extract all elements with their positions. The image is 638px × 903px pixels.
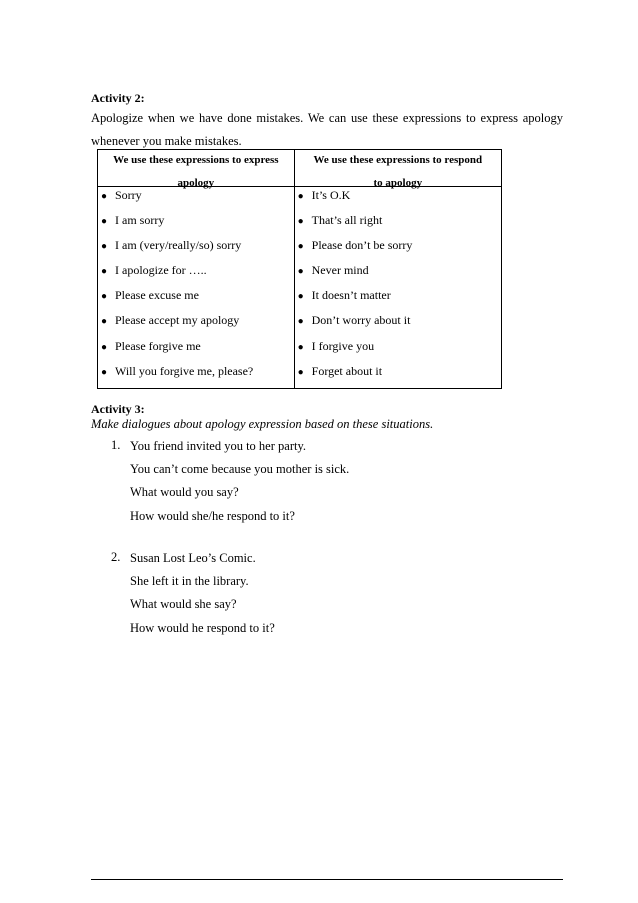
list-item bbox=[98, 187, 294, 212]
header-express-line-1: We use these expressions to express bbox=[113, 154, 279, 166]
list-item bbox=[98, 212, 294, 237]
bullet-icon: ● bbox=[101, 316, 108, 328]
list-item-text: I forgive you bbox=[311, 338, 375, 353]
situation-line: How would he respond to it? bbox=[130, 620, 275, 635]
list-item bbox=[295, 212, 501, 237]
list-item-text: Never mind bbox=[311, 263, 369, 278]
table-header-row bbox=[98, 150, 502, 187]
list-item bbox=[98, 363, 294, 388]
list-item bbox=[98, 262, 294, 287]
table-body-row bbox=[98, 187, 502, 389]
activity-3-instructions: Make dialogues about apology expression based on these situations. bbox=[91, 417, 434, 431]
list-item-text: It doesn’t matter bbox=[311, 288, 391, 303]
respond-apology-cell bbox=[294, 187, 501, 389]
situation-line: You friend invited you to her party. bbox=[130, 439, 307, 453]
list-item-text: Please excuse me bbox=[115, 288, 199, 303]
list-item bbox=[295, 187, 501, 212]
list-item-text: Forget about it bbox=[311, 363, 383, 378]
situation-line: How would she/he respond to it? bbox=[130, 508, 295, 523]
header-respond-apology bbox=[294, 150, 501, 187]
list-item-text: I apologize for ….. bbox=[115, 263, 207, 278]
bullet-icon: ● bbox=[297, 366, 304, 378]
header-respond-line-2: to apology bbox=[373, 177, 423, 189]
header-express-apology bbox=[98, 150, 295, 187]
situation-line: Susan Lost Leo’s Comic. bbox=[130, 551, 256, 565]
footer-divider bbox=[91, 879, 563, 880]
apology-expressions-table bbox=[97, 149, 502, 389]
express-apology-list bbox=[98, 187, 294, 388]
list-item-text: Sorry bbox=[115, 188, 142, 202]
bullet-icon: ● bbox=[101, 291, 108, 303]
express-apology-cell bbox=[98, 187, 295, 389]
list-item-text: Don’t worry about it bbox=[311, 313, 411, 328]
bullet-icon: ● bbox=[101, 191, 108, 202]
list-item bbox=[295, 237, 501, 262]
bullet-icon: ● bbox=[101, 266, 108, 278]
list-item bbox=[98, 287, 294, 312]
bullet-icon: ● bbox=[101, 241, 108, 253]
bullet-icon: ● bbox=[297, 291, 304, 303]
bullet-icon: ● bbox=[297, 191, 304, 202]
list-item-text: I am sorry bbox=[115, 213, 165, 228]
list-item-text: Please don’t be sorry bbox=[311, 238, 413, 253]
bullet-icon: ● bbox=[297, 341, 304, 353]
situation-number: 1. bbox=[111, 438, 121, 452]
situation-lines bbox=[130, 438, 550, 531]
bullet-icon: ● bbox=[297, 316, 304, 328]
bullet-icon: ● bbox=[101, 366, 108, 378]
list-item bbox=[98, 312, 294, 337]
activity-2-instructions: Apologize when we have done mistakes. We can use these expressions to express apology whenever you make mistakes. bbox=[91, 111, 563, 148]
list-item-text: Please accept my apology bbox=[115, 313, 240, 328]
activity-2-title: Activity 2: bbox=[91, 91, 145, 105]
list-item bbox=[295, 363, 501, 388]
respond-apology-list bbox=[295, 187, 501, 388]
list-item bbox=[98, 237, 294, 262]
list-item-text: Please forgive me bbox=[115, 338, 201, 353]
bullet-icon: ● bbox=[297, 266, 304, 278]
list-item-text: I am (very/really/so) sorry bbox=[115, 238, 242, 253]
list-item bbox=[295, 312, 501, 337]
list-item bbox=[98, 338, 294, 363]
situation-line: What would she say? bbox=[130, 597, 237, 612]
header-respond-line-1: We use these expressions to respond bbox=[313, 154, 483, 166]
bullet-icon: ● bbox=[101, 341, 108, 353]
list-item bbox=[295, 262, 501, 287]
list-item bbox=[295, 338, 501, 363]
list-item bbox=[295, 287, 501, 312]
header-express-line-2: apology bbox=[177, 177, 215, 189]
list-item-text: Will you forgive me, please? bbox=[115, 363, 254, 378]
situation-line: She left it in the library. bbox=[130, 574, 249, 589]
situation-line: You can’t come because you mother is sick. bbox=[130, 462, 350, 477]
list-item-text: It’s O.K bbox=[311, 188, 351, 202]
bullet-icon: ● bbox=[101, 216, 108, 228]
list-item-text: That’s all right bbox=[311, 213, 383, 228]
situation-number: 2. bbox=[111, 550, 121, 564]
bullet-icon: ● bbox=[297, 241, 304, 253]
situation-lines bbox=[130, 550, 550, 643]
situation-line: What would you say? bbox=[130, 485, 239, 500]
bullet-icon: ● bbox=[297, 216, 304, 228]
activity-3-title: Activity 3: bbox=[91, 402, 145, 416]
